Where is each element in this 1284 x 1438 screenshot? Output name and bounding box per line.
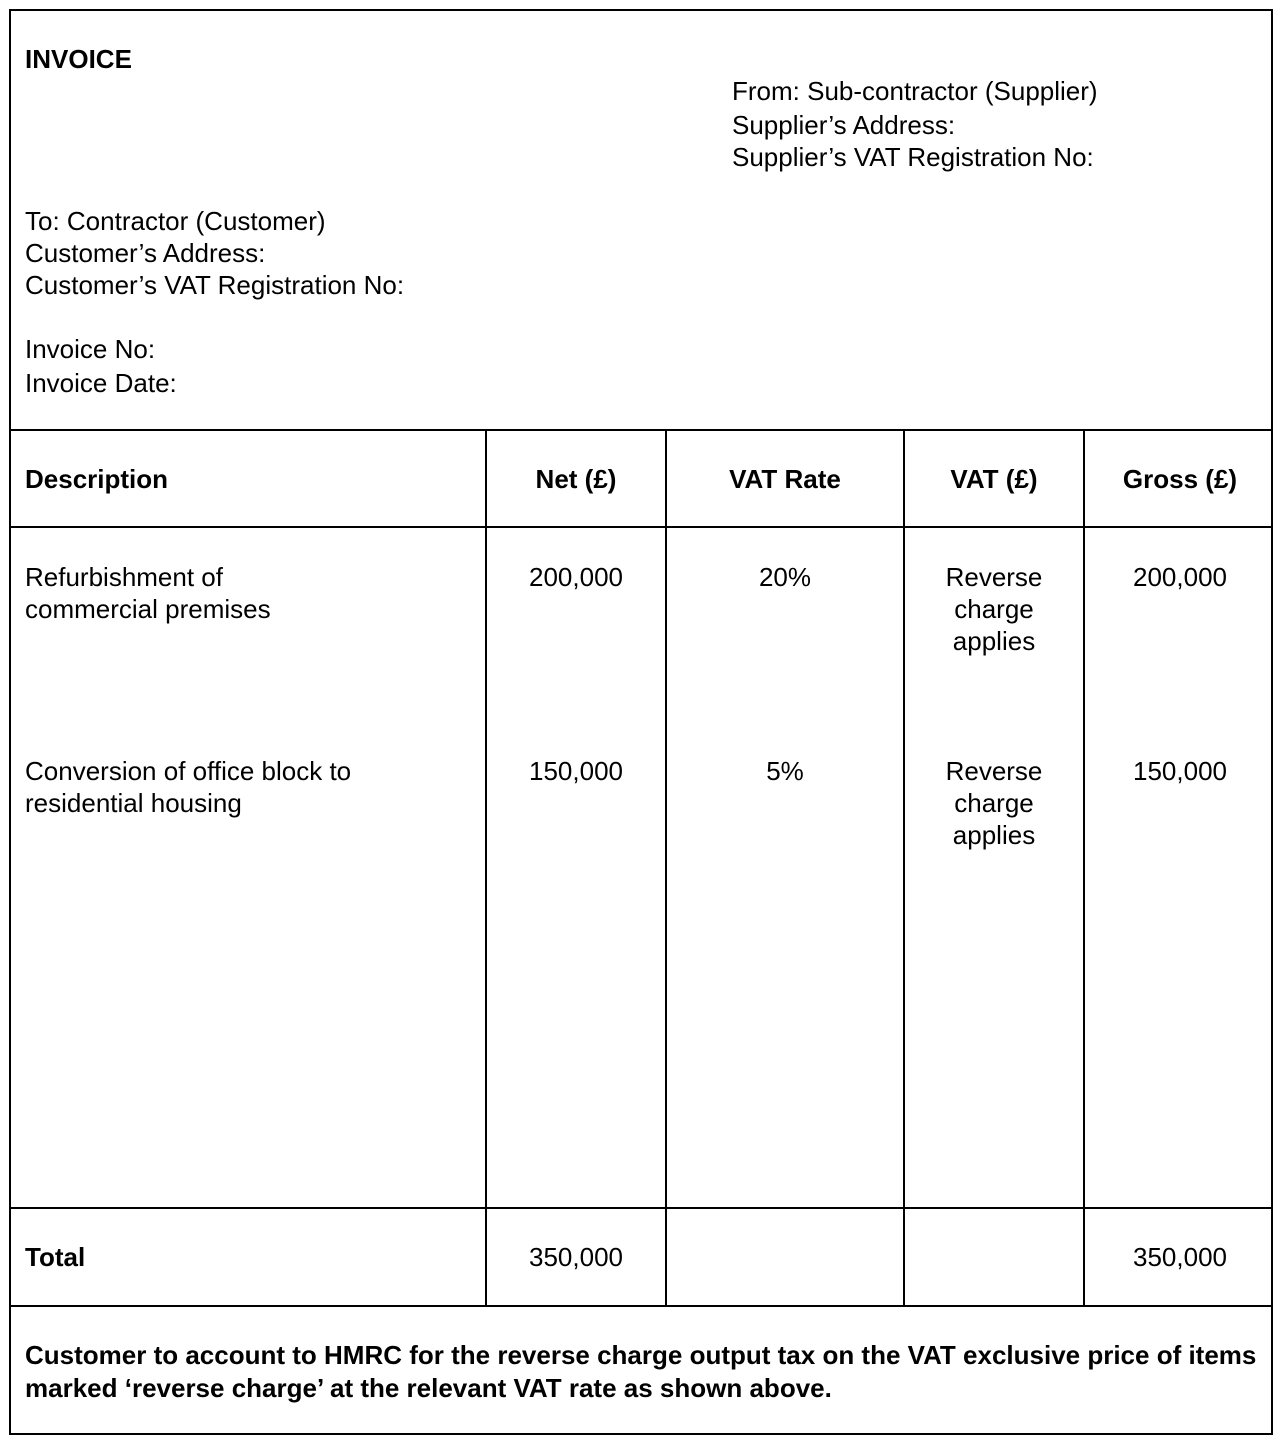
invoice-document <box>9 9 1273 1435</box>
row-1-description-line-1: Refurbishment of <box>25 562 223 592</box>
total-row-bottom-border <box>11 1305 1271 1307</box>
customer-address: Customer’s Address: <box>25 238 266 268</box>
supplier-name: From: Sub-contractor (Supplier) <box>732 76 1098 106</box>
invoice-date-label: Invoice Date: <box>25 368 177 398</box>
row-2-vat-line-2: charge <box>954 788 1034 818</box>
row-1-net: 200,000 <box>529 562 623 592</box>
column-header-vat: VAT (£) <box>950 464 1038 494</box>
row-1-vat-line-1: Reverse <box>945 562 1043 592</box>
column-header-net: Net (£) <box>535 464 617 494</box>
row-2-description-line-2: residential housing <box>25 788 242 818</box>
row-1-vat-line-2: charge <box>954 594 1034 624</box>
table-top-border <box>11 429 1271 431</box>
total-row-top-border <box>11 1207 1271 1209</box>
reverse-charge-note: Customer to account to HMRC for the reverse charge output tax on the VAT exclusive price of items marked ‘reverse charge’ at the relevant VAT rate as shown above. <box>25 1340 1257 1403</box>
column-header-description: Description <box>25 464 169 494</box>
total-net: 350,000 <box>529 1242 623 1272</box>
invoice-number-label: Invoice No: <box>25 334 156 364</box>
row-1-description-line-2: commercial premises <box>25 594 271 624</box>
supplier-vat-number: Supplier’s VAT Registration No: <box>732 142 1094 172</box>
row-1-vat-rate: 20% <box>758 562 812 592</box>
column-header-gross: Gross (£) <box>1122 464 1238 494</box>
row-1-gross: 200,000 <box>1133 562 1227 592</box>
row-1-vat-line-3: applies <box>952 626 1036 656</box>
supplier-address: Supplier’s Address: <box>732 110 956 140</box>
total-gross: 350,000 <box>1133 1242 1227 1272</box>
invoice-title: INVOICE <box>25 44 132 74</box>
row-2-net: 150,000 <box>529 756 623 786</box>
customer-name: To: Contractor (Customer) <box>25 206 326 236</box>
row-2-gross: 150,000 <box>1133 756 1227 786</box>
row-2-description-line-1: Conversion of office block to <box>25 756 352 786</box>
row-2-vat-rate: 5% <box>766 756 804 786</box>
header-row-divider <box>11 526 1271 528</box>
column-header-vat-rate: VAT Rate <box>729 464 841 494</box>
row-2-vat-line-1: Reverse <box>945 756 1043 786</box>
total-label: Total <box>25 1242 86 1272</box>
customer-vat-number: Customer’s VAT Registration No: <box>25 270 405 300</box>
row-2-vat-line-3: applies <box>952 820 1036 850</box>
